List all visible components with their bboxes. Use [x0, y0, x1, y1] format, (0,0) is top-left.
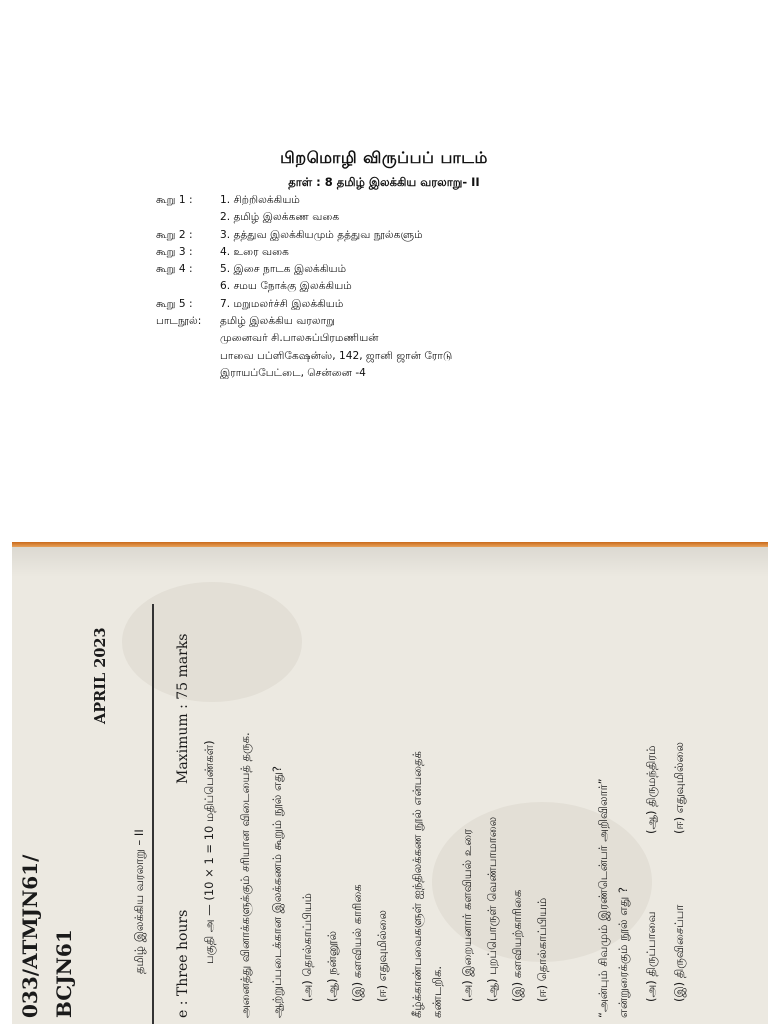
q2-option: (ஆ) புறப்பொருள் வெண்பாமாலை: [485, 816, 499, 1002]
syllabus-row-text: 5. இசை நாடக இலக்கியம்: [220, 263, 347, 276]
question-1: ஆற்றுப்படைக்கான இலக்கணம் கூறும் நூல் எது?: [270, 765, 284, 1018]
q2-option: (அ) இறையனார் களவியல் உரை: [460, 828, 474, 1002]
syllabus-row-text: பாவை பப்ளிகேஷன்ஸ், 142, ஜானி ஜான் ரோடு: [220, 349, 453, 362]
question-2-line2: கண்டறிக.: [430, 965, 444, 1018]
syllabus-row-label: கூறு 2 :: [156, 228, 193, 241]
q2-option: (இ) களவியற்காரிகை: [510, 889, 524, 1002]
exam-paper-content: [12, 542, 768, 1024]
syllabus-row-text: 2. தமிழ் இலக்கண வகை: [220, 211, 340, 224]
exam-time: e : Three hours: [175, 909, 191, 1018]
q1-option: (ஈ) எதுவுமில்லை: [375, 910, 389, 1002]
q1-option: (அ) தொல்காப்பியம்: [300, 893, 314, 1002]
syllabus-subtitle: தாள் : 8 தமிழ் இலக்கிய வரலாறு- II: [288, 175, 480, 189]
syllabus-row-label: கூறு 4 :: [156, 263, 193, 276]
q2-option: (ஈ) தொல்காப்பியம்: [535, 897, 549, 1002]
q3-option: (அ) திருப்பாவை: [644, 911, 658, 1002]
question-3-line1: “அன்பும் சிவமும் இரண்டென்பர் அறிவிலார்”: [596, 778, 610, 1018]
header-rule: [152, 604, 154, 1024]
syllabus-row-label: கூறு 5 :: [156, 297, 193, 310]
q1-option: (இ) களவியல் காரிகை: [350, 884, 364, 1002]
syllabus-row-text: 4. உரை வகை: [220, 245, 289, 258]
exam-paper-photo: [12, 542, 768, 1024]
syllabus-title: பிறமொழி விருப்பப் பாடம்: [280, 148, 488, 167]
q3-option: (ஆ) திருமந்திரம்: [644, 745, 658, 834]
q3-option: (இ) திருவிசைப்பா: [672, 904, 686, 1002]
question-2-line1: கீழ்க்காண்பவைகளுள் ஐந்திலக்கண நூல் என்பதைக்: [410, 751, 424, 1018]
exam-date: APRIL 2023: [92, 627, 109, 724]
exam-max-marks: Maximum : 75 marks: [175, 633, 191, 784]
syllabus-row-text: 1. சிற்றிலக்கியம்: [220, 194, 300, 206]
part-heading: பகுதி அ — (10 × 1 = 10 மதிப்பெண்கள்): [202, 740, 216, 964]
paper-code-line1: 033/ATMJN61/: [18, 854, 42, 1018]
syllabus-row-text: 7. மறுமலர்ச்சி இலக்கியம்: [220, 297, 344, 310]
syllabus-row-text: தமிழ் இலக்கிய வரலாறு: [220, 315, 336, 328]
syllabus-row-text: முனைவர் சி.பாலசுப்பிரமணியன்: [220, 332, 379, 345]
paper-code-line2: BCJN61: [52, 929, 76, 1018]
question-3-line2: என்றுரைக்கும் நூல் எது ?: [616, 887, 630, 1018]
syllabus-row-label: கூறு 1 :: [156, 194, 193, 206]
syllabus-row-text: இராயப்பேட்டை, சென்னை -4: [220, 366, 366, 379]
paper-subject: தமிழ் இலக்கிய வரலாறு – II: [132, 829, 146, 974]
syllabus-row-text: 3. தத்துவ இலக்கியமும் தத்துவ நூல்களும்: [220, 228, 423, 241]
syllabus-row-text: 6. சமய நோக்கு இலக்கியம்: [220, 280, 352, 293]
q3-option: (ஈ) எதுவுமில்லை: [672, 742, 686, 834]
syllabus-row-label: கூறு 3 :: [156, 245, 193, 258]
instruction: அனைத்து வினாக்களுக்கும் சரியான விடையைத் தருக.: [238, 732, 252, 1018]
q1-option: (ஆ) நன்னூல்: [325, 930, 339, 1002]
syllabus-row-label: பாடநூல்:: [156, 315, 202, 328]
